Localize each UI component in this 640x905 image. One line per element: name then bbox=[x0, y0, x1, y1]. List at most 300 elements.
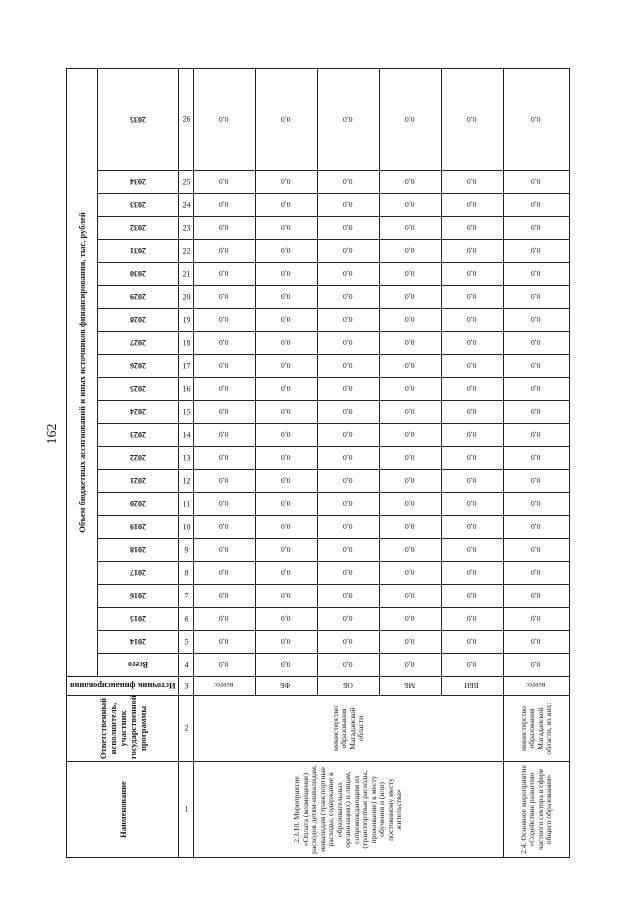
value-year bbox=[504, 355, 570, 378]
value-year-text: 0,0 bbox=[218, 476, 229, 486]
value-year-text: 0,0 bbox=[466, 361, 477, 371]
header-year bbox=[98, 171, 179, 194]
value-year bbox=[318, 194, 380, 217]
value-year-text: 0,0 bbox=[404, 453, 415, 463]
value-year bbox=[442, 69, 504, 171]
value-year-text: 0,0 bbox=[404, 246, 415, 256]
value-year bbox=[504, 194, 570, 217]
funding-source bbox=[318, 677, 380, 696]
value-year-text: 0,0 bbox=[466, 177, 477, 187]
value-year-text: 0,0 bbox=[530, 338, 541, 348]
header-year bbox=[98, 631, 179, 654]
value-year-text: 0,0 bbox=[530, 591, 541, 601]
value-year-text: 0,0 bbox=[280, 430, 291, 440]
value-year bbox=[380, 608, 442, 631]
value-year bbox=[194, 69, 256, 171]
value-year bbox=[194, 631, 256, 654]
value-year-text: 0,0 bbox=[218, 568, 229, 578]
value-year-text: 0,0 bbox=[466, 637, 477, 647]
value-year-text: 0,0 bbox=[530, 614, 541, 624]
value-year-text: 0,0 bbox=[466, 200, 477, 210]
value-year bbox=[194, 332, 256, 355]
column-number-text: 20 bbox=[182, 292, 190, 302]
value-year-text: 0,0 bbox=[280, 637, 291, 647]
header-year-text: 2030 bbox=[130, 269, 146, 279]
funding-source-text: всего: bbox=[213, 681, 234, 691]
column-number bbox=[179, 696, 194, 762]
value-year-text: 0,0 bbox=[280, 246, 291, 256]
rotated-table-wrapper bbox=[66, 68, 553, 858]
column-number-text: 6 bbox=[184, 614, 188, 624]
value-year-text: 0,0 bbox=[530, 545, 541, 555]
value-year bbox=[194, 493, 256, 516]
value-total bbox=[380, 654, 442, 677]
column-number-text: 13 bbox=[182, 453, 190, 463]
value-year bbox=[318, 69, 380, 171]
value-year-text: 0,0 bbox=[342, 223, 353, 233]
column-number bbox=[179, 355, 194, 378]
value-year-text: 0,0 bbox=[280, 614, 291, 624]
column-number-text: 4 bbox=[184, 660, 188, 670]
value-year bbox=[504, 286, 570, 309]
value-year-text: 0,0 bbox=[342, 591, 353, 601]
header-year bbox=[98, 263, 179, 286]
value-year-text: 0,0 bbox=[342, 476, 353, 486]
header-total-text: Всего bbox=[128, 660, 148, 670]
value-year bbox=[256, 470, 318, 493]
value-total-text: 0,0 bbox=[342, 660, 353, 670]
value-year-text: 0,0 bbox=[404, 177, 415, 187]
column-number bbox=[179, 263, 194, 286]
value-year bbox=[318, 286, 380, 309]
header-year bbox=[98, 447, 179, 470]
header-year-text: 2025 bbox=[130, 384, 146, 394]
value-year bbox=[442, 585, 504, 608]
value-year bbox=[194, 585, 256, 608]
header-year-text: 2019 bbox=[130, 522, 146, 532]
value-year bbox=[194, 194, 256, 217]
value-year bbox=[194, 378, 256, 401]
value-year bbox=[504, 608, 570, 631]
column-number bbox=[179, 539, 194, 562]
value-year bbox=[380, 424, 442, 447]
value-year-text: 0,0 bbox=[466, 499, 477, 509]
value-year bbox=[318, 424, 380, 447]
value-total bbox=[504, 654, 570, 677]
value-year-text: 0,0 bbox=[280, 568, 291, 578]
column-number bbox=[179, 493, 194, 516]
value-year-text: 0,0 bbox=[404, 614, 415, 624]
value-year bbox=[442, 470, 504, 493]
funding-source-text: ОБ bbox=[342, 681, 353, 691]
header-year-text: 2018 bbox=[130, 545, 146, 555]
value-year bbox=[194, 286, 256, 309]
value-year bbox=[194, 447, 256, 470]
value-year-text: 0,0 bbox=[280, 200, 291, 210]
column-number bbox=[179, 585, 194, 608]
value-year bbox=[256, 69, 318, 171]
funding-source bbox=[194, 677, 256, 696]
header-year-text: 2033 bbox=[130, 200, 146, 210]
value-year-text: 0,0 bbox=[404, 499, 415, 509]
header-year bbox=[98, 539, 179, 562]
value-year bbox=[318, 516, 380, 539]
value-year bbox=[504, 240, 570, 263]
column-number-text: 9 bbox=[184, 545, 188, 555]
column-number-text: 17 bbox=[182, 361, 190, 371]
value-year-text: 0,0 bbox=[342, 637, 353, 647]
header-year-text: 2021 bbox=[130, 476, 146, 486]
value-year bbox=[256, 447, 318, 470]
value-year-text: 0,0 bbox=[218, 292, 229, 302]
value-year-text: 0,0 bbox=[466, 292, 477, 302]
header-year-text: 2015 bbox=[130, 614, 146, 624]
value-year-text: 0,0 bbox=[342, 361, 353, 371]
column-number-text: 21 bbox=[182, 269, 190, 279]
value-year bbox=[318, 631, 380, 654]
value-year-text: 0,0 bbox=[342, 522, 353, 532]
value-year bbox=[380, 631, 442, 654]
column-number-text: 22 bbox=[182, 246, 190, 256]
value-year-text: 0,0 bbox=[530, 637, 541, 647]
value-year bbox=[380, 516, 442, 539]
value-year-text: 0,0 bbox=[466, 522, 477, 532]
header-year-text: 2017 bbox=[130, 568, 146, 578]
header-year bbox=[98, 562, 179, 585]
value-year bbox=[442, 608, 504, 631]
column-number bbox=[179, 217, 194, 240]
header-year-text: 2024 bbox=[130, 407, 146, 417]
value-year bbox=[318, 447, 380, 470]
value-year-text: 0,0 bbox=[404, 223, 415, 233]
funding-source bbox=[504, 677, 570, 696]
value-year bbox=[318, 217, 380, 240]
column-number-text: 5 bbox=[184, 637, 188, 647]
value-year bbox=[256, 631, 318, 654]
funding-source-text: ФБ bbox=[280, 681, 291, 691]
value-year-text: 0,0 bbox=[342, 545, 353, 555]
value-year bbox=[256, 493, 318, 516]
column-number-text: 12 bbox=[182, 476, 190, 486]
column-number-text: 2 bbox=[184, 724, 188, 733]
value-year-text: 0,0 bbox=[466, 338, 477, 348]
value-year-text: 0,0 bbox=[280, 269, 291, 279]
column-number-text: 8 bbox=[184, 568, 188, 578]
header-source bbox=[67, 677, 179, 696]
column-number-text: 15 bbox=[182, 407, 190, 417]
value-year bbox=[504, 217, 570, 240]
value-year bbox=[380, 447, 442, 470]
value-year bbox=[380, 69, 442, 171]
value-year-text: 0,0 bbox=[530, 430, 541, 440]
value-year bbox=[442, 447, 504, 470]
value-year-text: 0,0 bbox=[218, 115, 229, 124]
value-year bbox=[442, 516, 504, 539]
column-number bbox=[179, 447, 194, 470]
value-year bbox=[380, 539, 442, 562]
header-year-text: 2032 bbox=[130, 223, 146, 233]
header-year-text: 2034 bbox=[130, 177, 146, 187]
column-number bbox=[179, 309, 194, 332]
value-year bbox=[318, 562, 380, 585]
value-year-text: 0,0 bbox=[342, 292, 353, 302]
value-year-text: 0,0 bbox=[404, 522, 415, 532]
column-number-text: 14 bbox=[182, 430, 190, 440]
value-year-text: 0,0 bbox=[466, 246, 477, 256]
value-year bbox=[318, 470, 380, 493]
header-year bbox=[98, 217, 179, 240]
column-number bbox=[179, 171, 194, 194]
value-year bbox=[194, 516, 256, 539]
header-year-text: 2023 bbox=[130, 430, 146, 440]
value-year-text: 0,0 bbox=[218, 315, 229, 325]
value-year bbox=[504, 309, 570, 332]
value-year bbox=[256, 539, 318, 562]
value-year bbox=[380, 309, 442, 332]
header-year bbox=[98, 608, 179, 631]
table-row bbox=[194, 69, 256, 858]
value-year-text: 0,0 bbox=[218, 338, 229, 348]
value-year-text: 0,0 bbox=[342, 430, 353, 440]
value-year bbox=[194, 240, 256, 263]
value-year-text: 0,0 bbox=[404, 637, 415, 647]
value-year bbox=[380, 378, 442, 401]
header-year-text: 2022 bbox=[130, 453, 146, 463]
value-total bbox=[442, 654, 504, 677]
value-year-text: 0,0 bbox=[404, 315, 415, 325]
value-year bbox=[380, 401, 442, 424]
value-year-text: 0,0 bbox=[280, 177, 291, 187]
funding-source bbox=[442, 677, 504, 696]
responsible-executor: министерство образования Магаданской области bbox=[194, 696, 504, 762]
value-year bbox=[380, 585, 442, 608]
header-year bbox=[98, 516, 179, 539]
page-number: 162 bbox=[45, 423, 60, 445]
column-number bbox=[179, 378, 194, 401]
value-year bbox=[380, 263, 442, 286]
value-year-text: 0,0 bbox=[404, 476, 415, 486]
value-year-text: 0,0 bbox=[404, 568, 415, 578]
value-year-text: 0,0 bbox=[218, 384, 229, 394]
value-year-text: 0,0 bbox=[280, 499, 291, 509]
header-year-text: 2031 bbox=[130, 246, 146, 256]
value-year bbox=[380, 286, 442, 309]
value-year-text: 0,0 bbox=[342, 115, 353, 124]
column-number bbox=[179, 332, 194, 355]
value-year-text: 0,0 bbox=[342, 315, 353, 325]
value-year-text: 0,0 bbox=[218, 361, 229, 371]
value-year-text: 0,0 bbox=[530, 246, 541, 256]
value-year bbox=[194, 608, 256, 631]
column-number bbox=[179, 516, 194, 539]
value-year-text: 0,0 bbox=[530, 361, 541, 371]
value-year-text: 0,0 bbox=[280, 453, 291, 463]
value-year bbox=[256, 263, 318, 286]
funding-source bbox=[380, 677, 442, 696]
value-year bbox=[504, 516, 570, 539]
value-year bbox=[504, 539, 570, 562]
value-year bbox=[256, 240, 318, 263]
column-number bbox=[179, 69, 194, 171]
value-year-text: 0,0 bbox=[218, 637, 229, 647]
value-year-text: 0,0 bbox=[466, 453, 477, 463]
header-year bbox=[98, 355, 179, 378]
value-year-text: 0,0 bbox=[466, 476, 477, 486]
column-number bbox=[179, 562, 194, 585]
value-year bbox=[256, 171, 318, 194]
header-year bbox=[98, 286, 179, 309]
value-year-text: 0,0 bbox=[280, 223, 291, 233]
header-year-text: 2028 bbox=[130, 315, 146, 325]
value-year-text: 0,0 bbox=[342, 177, 353, 187]
value-year-text: 0,0 bbox=[280, 315, 291, 325]
value-year bbox=[442, 240, 504, 263]
header-year bbox=[98, 309, 179, 332]
value-year-text: 0,0 bbox=[218, 499, 229, 509]
value-year-text: 0,0 bbox=[530, 177, 541, 187]
column-number bbox=[179, 762, 194, 858]
header-year-text: 2026 bbox=[130, 361, 146, 371]
value-year-text: 0,0 bbox=[342, 614, 353, 624]
value-total-text: 0,0 bbox=[404, 660, 415, 670]
header-year bbox=[98, 493, 179, 516]
value-year-text: 0,0 bbox=[466, 430, 477, 440]
value-year bbox=[442, 401, 504, 424]
value-year bbox=[194, 263, 256, 286]
column-number bbox=[179, 194, 194, 217]
header-year bbox=[98, 194, 179, 217]
header-source-text: Источник финансирования bbox=[69, 681, 176, 691]
value-year bbox=[318, 355, 380, 378]
value-year-text: 0,0 bbox=[466, 115, 477, 124]
value-year-text: 0,0 bbox=[404, 115, 415, 124]
value-year bbox=[442, 171, 504, 194]
value-total-text: 0,0 bbox=[280, 660, 291, 670]
value-year bbox=[442, 332, 504, 355]
value-year-text: 0,0 bbox=[218, 177, 229, 187]
value-year-text: 0,0 bbox=[404, 292, 415, 302]
value-year bbox=[256, 516, 318, 539]
value-year bbox=[318, 401, 380, 424]
value-year bbox=[442, 286, 504, 309]
header-year bbox=[98, 69, 179, 171]
value-year-text: 0,0 bbox=[342, 384, 353, 394]
header-year bbox=[98, 401, 179, 424]
value-year-text: 0,0 bbox=[404, 384, 415, 394]
value-year-text: 0,0 bbox=[404, 591, 415, 601]
value-year bbox=[318, 263, 380, 286]
column-number bbox=[179, 470, 194, 493]
value-year bbox=[442, 539, 504, 562]
value-year bbox=[442, 217, 504, 240]
value-year-text: 0,0 bbox=[342, 338, 353, 348]
column-number bbox=[179, 240, 194, 263]
value-year-text: 0,0 bbox=[218, 223, 229, 233]
value-year-text: 0,0 bbox=[466, 591, 477, 601]
value-year-text: 0,0 bbox=[280, 522, 291, 532]
column-number bbox=[179, 654, 194, 677]
value-year bbox=[504, 69, 570, 171]
value-year bbox=[380, 240, 442, 263]
value-year bbox=[256, 355, 318, 378]
value-year-text: 0,0 bbox=[466, 269, 477, 279]
value-year bbox=[504, 401, 570, 424]
value-year bbox=[504, 171, 570, 194]
value-year bbox=[256, 585, 318, 608]
value-year-text: 0,0 bbox=[342, 407, 353, 417]
value-year bbox=[442, 631, 504, 654]
value-year-text: 0,0 bbox=[530, 384, 541, 394]
column-number bbox=[179, 286, 194, 309]
column-number-text: 26 bbox=[182, 115, 190, 124]
value-year-text: 0,0 bbox=[530, 499, 541, 509]
value-year bbox=[256, 424, 318, 447]
value-year bbox=[504, 631, 570, 654]
column-number-text: 7 bbox=[184, 591, 188, 601]
value-year bbox=[194, 217, 256, 240]
value-year-text: 0,0 bbox=[280, 115, 291, 124]
value-year bbox=[504, 332, 570, 355]
header-year-text: 2029 bbox=[130, 292, 146, 302]
header-year-text: 2035 bbox=[130, 115, 146, 124]
value-year-text: 0,0 bbox=[404, 430, 415, 440]
value-year bbox=[256, 309, 318, 332]
value-year-text: 0,0 bbox=[530, 522, 541, 532]
value-year bbox=[256, 401, 318, 424]
column-number bbox=[179, 608, 194, 631]
value-year bbox=[194, 562, 256, 585]
value-year bbox=[194, 470, 256, 493]
value-year bbox=[380, 493, 442, 516]
column-number-text: 3 bbox=[184, 681, 188, 691]
column-number-text: 16 bbox=[182, 384, 190, 394]
value-year-text: 0,0 bbox=[342, 453, 353, 463]
funding-source-text: ВБИ bbox=[464, 681, 479, 691]
value-year bbox=[442, 194, 504, 217]
value-year bbox=[380, 217, 442, 240]
value-year-text: 0,0 bbox=[530, 453, 541, 463]
value-year bbox=[504, 470, 570, 493]
value-year bbox=[318, 585, 380, 608]
value-year bbox=[318, 539, 380, 562]
value-year-text: 0,0 bbox=[466, 384, 477, 394]
value-year-text: 0,0 bbox=[466, 545, 477, 555]
value-year-text: 0,0 bbox=[280, 361, 291, 371]
value-year bbox=[318, 171, 380, 194]
value-year-text: 0,0 bbox=[342, 269, 353, 279]
value-year-text: 0,0 bbox=[218, 522, 229, 532]
value-year-text: 0,0 bbox=[280, 407, 291, 417]
header-responsible: Ответственный исполнитель, участник государственной программы bbox=[67, 696, 179, 762]
column-number-text: 18 bbox=[182, 338, 190, 348]
value-year-text: 0,0 bbox=[530, 115, 541, 124]
value-year bbox=[380, 194, 442, 217]
header-volume-title: Объем бюджетных ассигнований и иных источников финансирования, тыс. рублей bbox=[67, 69, 98, 677]
value-year bbox=[318, 332, 380, 355]
value-year bbox=[380, 470, 442, 493]
column-number bbox=[179, 424, 194, 447]
value-year-text: 0,0 bbox=[530, 476, 541, 486]
value-year bbox=[380, 332, 442, 355]
value-year bbox=[318, 378, 380, 401]
column-number-text: 24 bbox=[182, 200, 190, 210]
header-year bbox=[98, 585, 179, 608]
value-year-text: 0,0 bbox=[280, 591, 291, 601]
value-year bbox=[380, 562, 442, 585]
funding-source bbox=[256, 677, 318, 696]
funding-source-text: МБ bbox=[403, 681, 416, 691]
value-year bbox=[256, 332, 318, 355]
